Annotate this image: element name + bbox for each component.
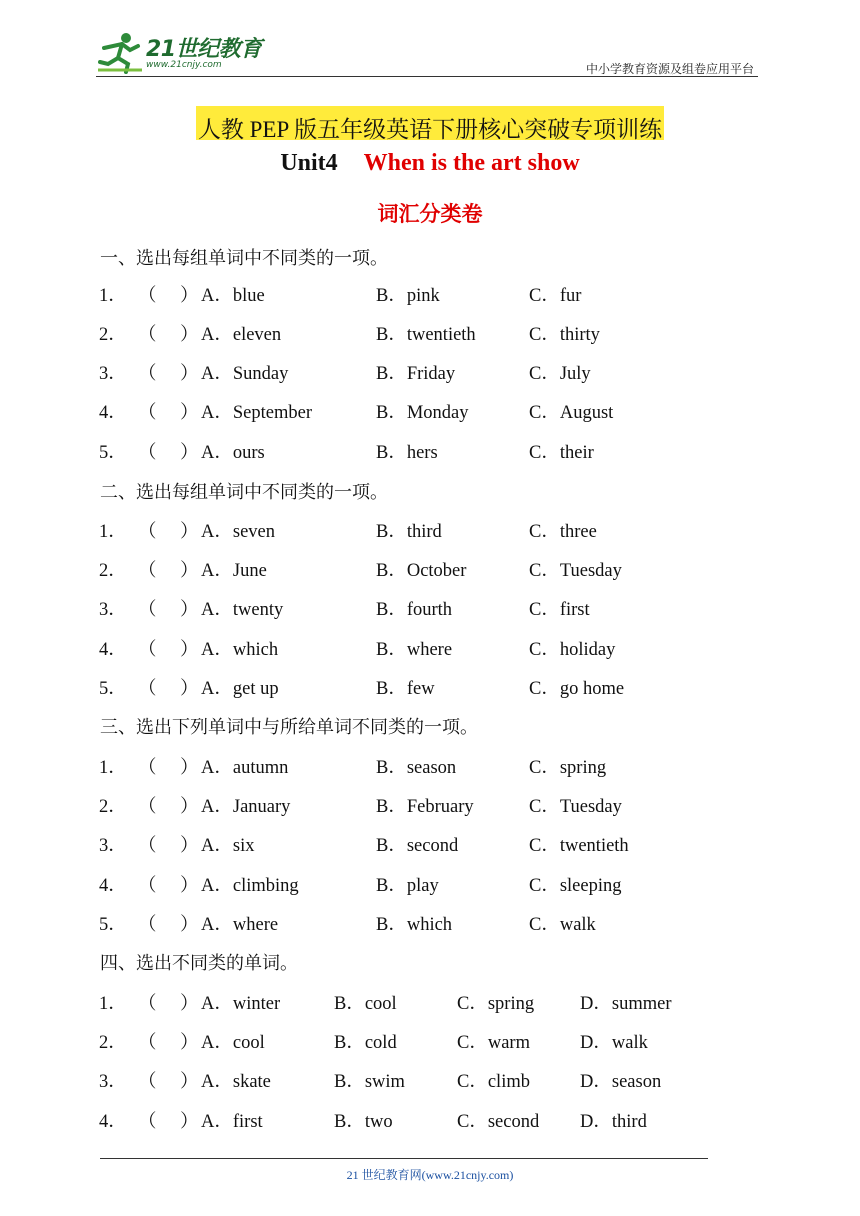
option-b [376,753,456,779]
option-text: holiday [559,640,616,660]
option-text: their [559,443,594,463]
question-number: 5． [99,679,127,699]
option-label: C． [529,325,560,345]
option-text: twentieth [559,836,629,856]
option-label: C． [457,994,488,1014]
answer-blank-open[interactable]: （ [138,286,157,306]
option-c [457,1028,530,1054]
option-a [201,1067,271,1093]
option-text: winter [232,994,281,1014]
option-b [376,556,466,582]
option-text: July [559,364,591,384]
question-number: 3． [99,1072,127,1092]
option-label: A． [201,679,233,699]
question-number: 1． [99,286,127,306]
section-heading: 二、选出每组单词中不同类的一项。 [100,482,388,503]
answer-blank-open[interactable]: （ [138,443,157,463]
answer-blank-open[interactable]: （ [138,1033,157,1053]
question-row [0,635,860,661]
option-text: six [232,836,255,856]
option-text: first [232,1112,263,1132]
option-label: B． [376,443,407,463]
option-a [201,910,278,936]
answer-blank-close: ） [180,994,199,1014]
option-text: seven [232,522,275,542]
option-text: October [406,561,467,581]
answer-blank-close: ） [180,286,199,306]
unit-heading [0,150,860,177]
question-number: 1． [99,994,127,1014]
option-a [201,831,254,857]
option-text: ours [232,443,265,463]
answer-blank-close: ） [180,797,199,817]
option-d [580,1067,661,1093]
option-b [376,281,440,307]
option-text: climbing [232,876,299,896]
header-divider [96,76,758,77]
question-row [0,398,860,424]
option-b [334,989,397,1015]
footer-divider [100,1158,708,1159]
option-label: C． [529,797,560,817]
question-number: 5． [99,443,127,463]
answer-blank-close: ） [180,1033,199,1053]
option-label: B． [376,600,407,620]
option-label: A． [201,758,233,778]
option-label: B． [376,876,407,896]
option-d [580,1107,647,1133]
question-number: 4． [99,640,127,660]
option-a [201,635,278,661]
option-text: September [232,403,312,423]
platform-name: 中小学教育资源及组卷应用平台 [585,62,754,76]
option-text: January [232,797,291,817]
option-text: Friday [406,364,456,384]
option-text: second [406,836,459,856]
question-row [0,438,860,464]
option-text: cool [232,1033,265,1053]
option-a [201,398,312,424]
option-text: get up [232,679,279,699]
option-label: C． [529,403,560,423]
option-text: eleven [232,325,282,345]
answer-blank-open[interactable]: （ [138,876,157,896]
option-label: B． [334,1112,365,1132]
option-text: second [487,1112,540,1132]
question-row [0,556,860,582]
option-label: A． [201,561,233,581]
option-b [376,674,435,700]
option-label: A． [201,522,233,542]
option-label: A． [201,1072,233,1092]
option-a [201,753,288,779]
unit-title: When is the art show [363,150,580,176]
answer-blank-close: ） [180,640,199,660]
question-row [0,1028,860,1054]
answer-blank-open[interactable]: （ [138,325,157,345]
answer-blank-open[interactable]: （ [138,758,157,778]
option-label: C． [457,1033,488,1053]
answer-blank-open[interactable]: （ [138,364,157,384]
option-text: where [232,915,279,935]
option-d [580,989,671,1015]
site-logo [96,30,276,76]
option-label: B． [376,325,407,345]
option-c [529,517,597,543]
option-label: A． [201,994,233,1014]
option-label: A． [201,836,233,856]
question-row [0,753,860,779]
option-label: B． [334,1033,365,1053]
option-text: where [406,640,453,660]
option-b [376,359,455,385]
option-text: fur [559,286,582,306]
option-text: autumn [232,758,289,778]
question-number: 2． [99,561,127,581]
option-label: C． [529,876,560,896]
option-label: C． [529,286,560,306]
option-label: A． [201,325,233,345]
option-text: Tuesday [559,797,622,817]
worksheet-subtitle: 词汇分类卷 [377,202,483,226]
option-text: play [406,876,439,896]
question-number: 2． [99,1033,127,1053]
answer-blank-close: ） [180,325,199,345]
option-label: C． [529,522,560,542]
page-header [96,30,756,76]
option-label: B． [376,915,407,935]
answer-blank-open[interactable]: （ [138,836,157,856]
option-b [334,1107,393,1133]
option-text: Sunday [232,364,289,384]
question-row [0,281,860,307]
option-label: A． [201,797,233,817]
option-text: third [611,1112,647,1132]
option-label: D． [580,1112,612,1132]
question-number: 2． [99,325,127,345]
answer-blank-close: ） [180,836,199,856]
logo-text: 21世纪教育 [146,37,262,62]
option-text: cold [364,1033,397,1053]
option-b [376,398,469,424]
option-b [334,1028,397,1054]
option-label: C． [457,1072,488,1092]
question-row [0,910,860,936]
option-a [201,674,279,700]
option-c [529,871,622,897]
question-number: 4． [99,403,127,423]
answer-blank-open[interactable]: （ [138,600,157,620]
option-text: three [559,522,597,542]
option-c [529,595,590,621]
section-heading: 一、选出每组单词中不同类的一项。 [100,248,388,269]
option-a [201,320,281,346]
answer-blank-close: ） [180,443,199,463]
option-label: C． [529,679,560,699]
option-text: fourth [406,600,453,620]
answer-blank-close: ） [180,403,199,423]
option-text: spring [487,994,535,1014]
option-label: A． [201,915,233,935]
option-label: B． [376,403,407,423]
option-label: B． [376,522,407,542]
option-text: blue [232,286,265,306]
question-row [0,1107,860,1133]
option-label: B． [334,1072,365,1092]
option-text: climb [487,1072,530,1092]
option-text: season [611,1072,662,1092]
option-label: C． [529,364,560,384]
option-c [529,792,622,818]
answer-blank-close: ） [180,915,199,935]
question-number: 3． [99,836,127,856]
answer-blank-open[interactable]: （ [138,797,157,817]
question-number: 2． [99,797,127,817]
option-text: thirty [559,325,600,345]
option-a [201,517,275,543]
option-text: twentieth [406,325,476,345]
option-text: Tuesday [559,561,622,581]
option-a [201,281,265,307]
option-text: which [406,915,453,935]
option-c [457,989,534,1015]
option-label: C． [529,758,560,778]
option-text: sleeping [559,876,622,896]
option-label: B． [376,364,407,384]
option-text: few [406,679,435,699]
option-b [376,910,452,936]
option-label: D． [580,1033,612,1053]
question-row [0,792,860,818]
option-a [201,438,265,464]
option-label: B． [376,640,407,660]
option-text: August [559,403,614,423]
answer-blank-close: ） [180,561,199,581]
option-b [376,792,474,818]
option-text: cool [364,994,397,1014]
option-text: first [559,600,590,620]
option-label: B． [334,994,365,1014]
question-number: 1． [99,522,127,542]
option-text: Monday [406,403,469,423]
question-number: 3． [99,364,127,384]
question-row [0,674,860,700]
unit-number: Unit4 [280,150,338,176]
section-heading: 三、选出下列单词中与所给单词不同类的一项。 [100,717,478,738]
option-text: which [232,640,279,660]
option-b [334,1067,405,1093]
answer-blank-open[interactable]: （ [138,1072,157,1092]
option-a [201,359,288,385]
option-text: skate [232,1072,271,1092]
option-label: A． [201,600,233,620]
option-label: A． [201,640,233,660]
option-a [201,595,283,621]
option-b [376,831,458,857]
option-b [376,438,438,464]
answer-blank-open[interactable]: （ [138,1112,157,1132]
option-c [529,910,596,936]
question-row [0,871,860,897]
option-text: third [406,522,442,542]
answer-blank-open[interactable]: （ [138,994,157,1014]
option-c [529,359,591,385]
option-c [457,1107,539,1133]
option-text: walk [611,1033,648,1053]
option-label: A． [201,364,233,384]
question-row [0,989,860,1015]
option-label: C． [529,443,560,463]
option-a [201,989,280,1015]
option-a [201,1028,265,1054]
option-label: A． [201,286,233,306]
question-row [0,517,860,543]
option-label: A． [201,443,233,463]
option-b [376,871,439,897]
answer-blank-close: ） [180,876,199,896]
title-highlight [196,106,664,140]
option-text: season [406,758,457,778]
option-label: A． [201,1112,233,1132]
footer-link[interactable]: 21 世纪教育网(www.21cnjy.com) [346,1168,514,1182]
option-c [529,831,629,857]
answer-blank-close: ） [180,364,199,384]
answer-blank-close: ） [180,600,199,620]
option-text: swim [364,1072,405,1092]
question-row [0,1067,860,1093]
option-text: go home [559,679,625,699]
answer-blank-open[interactable]: （ [138,561,157,581]
question-row [0,359,860,385]
logo-url: www.21cnjy.com [146,60,222,70]
option-a [201,871,299,897]
question-number: 5． [99,915,127,935]
answer-blank-open[interactable]: （ [138,679,157,699]
question-row [0,595,860,621]
question-number: 3． [99,600,127,620]
option-c [529,556,622,582]
option-text: June [232,561,267,581]
option-a [201,556,267,582]
option-text: walk [559,915,596,935]
option-label: B． [376,561,407,581]
question-row [0,831,860,857]
option-c [529,320,600,346]
worksheet-title: 人教 PEP 版五年级英语下册核心突破专项训练 [197,117,663,142]
option-text: two [364,1112,393,1132]
option-label: D． [580,994,612,1014]
runner-icon [96,30,144,74]
option-text: hers [406,443,438,463]
option-text: warm [487,1033,530,1053]
option-label: C． [529,561,560,581]
option-c [529,753,606,779]
option-label: B． [376,286,407,306]
option-label: B． [376,758,407,778]
option-c [529,281,581,307]
option-c [529,398,613,424]
option-label: B． [376,679,407,699]
option-text: spring [559,758,607,778]
question-number: 4． [99,876,127,896]
answer-blank-open[interactable]: （ [138,403,157,423]
option-label: A． [201,403,233,423]
option-label: B． [376,836,407,856]
option-c [529,438,594,464]
option-label: C． [457,1112,488,1132]
answer-blank-close: ） [180,522,199,542]
option-c [529,635,615,661]
question-number: 1． [99,758,127,778]
option-label: C． [529,836,560,856]
option-d [580,1028,648,1054]
question-row [0,320,860,346]
option-b [376,320,476,346]
option-text: twenty [232,600,284,620]
option-label: C． [529,640,560,660]
option-c [529,674,624,700]
option-a [201,1107,263,1133]
answer-blank-open[interactable]: （ [138,522,157,542]
answer-blank-close: ） [180,1112,199,1132]
answer-blank-close: ） [180,758,199,778]
answer-blank-open[interactable]: （ [138,915,157,935]
option-label: C． [529,600,560,620]
option-label: D． [580,1072,612,1092]
answer-blank-close: ） [180,1072,199,1092]
option-c [457,1067,530,1093]
answer-blank-close: ） [180,679,199,699]
option-text: February [406,797,474,817]
answer-blank-open[interactable]: （ [138,640,157,660]
option-label: A． [201,876,233,896]
option-label: B． [376,797,407,817]
option-label: C． [529,915,560,935]
option-b [376,517,442,543]
question-number: 4． [99,1112,127,1132]
section-heading: 四、选出不同类的单词。 [100,953,298,974]
option-a [201,792,290,818]
option-text: pink [406,286,440,306]
option-b [376,635,452,661]
option-b [376,595,452,621]
option-text: summer [611,994,672,1014]
option-label: A． [201,1033,233,1053]
